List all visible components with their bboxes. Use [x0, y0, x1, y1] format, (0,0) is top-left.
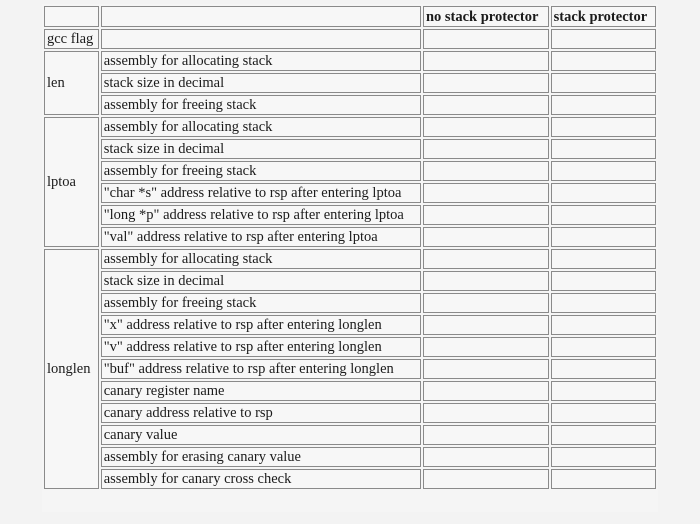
table-row [44, 227, 656, 247]
table-row [44, 381, 656, 401]
answer-cell-stack-protector[interactable] [551, 271, 656, 291]
row-label: stack size in decimal [101, 73, 421, 93]
row-label: "x" address relative to rsp after entering longlen [101, 315, 421, 335]
header-blank-cell-2 [101, 6, 421, 27]
gcc-flag-sp-cell[interactable] [551, 29, 656, 49]
answer-cell-stack-protector[interactable] [551, 51, 656, 71]
answer-cell-stack-protector[interactable] [551, 117, 656, 137]
header-stack-protector: stack protector [551, 6, 656, 27]
answer-cell-no-stack-protector[interactable] [423, 469, 549, 489]
table-row [44, 469, 656, 489]
row-label: assembly for canary cross check [101, 469, 421, 489]
answer-cell-stack-protector[interactable] [551, 161, 656, 181]
answer-cell-stack-protector[interactable] [551, 249, 656, 269]
answer-cell-stack-protector[interactable] [551, 381, 656, 401]
answer-cell-no-stack-protector[interactable] [423, 73, 549, 93]
header-no-stack-protector: no stack protector [423, 6, 549, 27]
answer-cell-stack-protector[interactable] [551, 403, 656, 423]
gcc-flag-no-sp-cell[interactable] [423, 29, 549, 49]
row-label: canary value [101, 425, 421, 445]
answer-cell-stack-protector[interactable] [551, 205, 656, 225]
gcc-flag-blank [101, 29, 421, 49]
row-label: stack size in decimal [101, 139, 421, 159]
row-label: "val" address relative to rsp after entering lptoa [101, 227, 421, 247]
table-row [44, 315, 656, 335]
function-groups [44, 51, 656, 489]
worksheet-photo [42, 4, 658, 512]
table-row [44, 337, 656, 357]
answer-cell-no-stack-protector[interactable] [423, 315, 549, 335]
stack-analysis-table [42, 4, 658, 491]
row-label: assembly for allocating stack [101, 117, 421, 137]
table-row [44, 403, 656, 423]
gcc-flag-label: gcc flag [44, 29, 99, 49]
answer-cell-stack-protector[interactable] [551, 293, 656, 313]
answer-cell-stack-protector[interactable] [551, 469, 656, 489]
function-name-lptoa: lptoa [44, 117, 99, 247]
row-label: "buf" address relative to rsp after entering longlen [101, 359, 421, 379]
answer-cell-no-stack-protector[interactable] [423, 249, 549, 269]
table-row [44, 73, 656, 93]
answer-cell-no-stack-protector[interactable] [423, 403, 549, 423]
table-row [44, 447, 656, 467]
answer-cell-no-stack-protector[interactable] [423, 359, 549, 379]
table-row [44, 117, 656, 137]
row-label: "v" address relative to rsp after entering longlen [101, 337, 421, 357]
row-label: stack size in decimal [101, 271, 421, 291]
row-label: "char *s" address relative to rsp after entering lptoa [101, 183, 421, 203]
answer-cell-stack-protector[interactable] [551, 337, 656, 357]
row-label: "long *p" address relative to rsp after entering lptoa [101, 205, 421, 225]
table-row [44, 425, 656, 445]
answer-cell-stack-protector[interactable] [551, 183, 656, 203]
answer-cell-no-stack-protector[interactable] [423, 51, 549, 71]
header-row [44, 6, 656, 27]
answer-cell-stack-protector[interactable] [551, 95, 656, 115]
answer-cell-stack-protector[interactable] [551, 315, 656, 335]
table-row [44, 293, 656, 313]
row-label: assembly for erasing canary value [101, 447, 421, 467]
table-row [44, 95, 656, 115]
row-label: assembly for allocating stack [101, 51, 421, 71]
answer-cell-no-stack-protector[interactable] [423, 139, 549, 159]
table-row [44, 161, 656, 181]
table-row [44, 183, 656, 203]
answer-cell-no-stack-protector[interactable] [423, 183, 549, 203]
answer-cell-no-stack-protector[interactable] [423, 425, 549, 445]
answer-cell-no-stack-protector[interactable] [423, 161, 549, 181]
answer-cell-no-stack-protector[interactable] [423, 227, 549, 247]
table-row [44, 249, 656, 269]
answer-cell-no-stack-protector[interactable] [423, 381, 549, 401]
header-blank-cell-1 [44, 6, 99, 27]
row-label: canary address relative to rsp [101, 403, 421, 423]
function-name-longlen: longlen [44, 249, 99, 489]
answer-cell-no-stack-protector[interactable] [423, 95, 549, 115]
answer-cell-no-stack-protector[interactable] [423, 117, 549, 137]
gcc-flag-row [44, 29, 656, 49]
table-row [44, 51, 656, 71]
answer-cell-stack-protector[interactable] [551, 425, 656, 445]
answer-cell-stack-protector[interactable] [551, 139, 656, 159]
function-name-len: len [44, 51, 99, 115]
table-row [44, 205, 656, 225]
answer-cell-no-stack-protector[interactable] [423, 293, 549, 313]
row-label: assembly for allocating stack [101, 249, 421, 269]
answer-cell-no-stack-protector[interactable] [423, 447, 549, 467]
answer-cell-no-stack-protector[interactable] [423, 205, 549, 225]
answer-cell-stack-protector[interactable] [551, 73, 656, 93]
answer-cell-stack-protector[interactable] [551, 227, 656, 247]
table-row [44, 139, 656, 159]
table-row [44, 359, 656, 379]
answer-cell-stack-protector[interactable] [551, 359, 656, 379]
answer-cell-stack-protector[interactable] [551, 447, 656, 467]
answer-cell-no-stack-protector[interactable] [423, 337, 549, 357]
table-row [44, 271, 656, 291]
row-label: assembly for freeing stack [101, 95, 421, 115]
row-label: assembly for freeing stack [101, 293, 421, 313]
row-label: assembly for freeing stack [101, 161, 421, 181]
row-label: canary register name [101, 381, 421, 401]
answer-cell-no-stack-protector[interactable] [423, 271, 549, 291]
